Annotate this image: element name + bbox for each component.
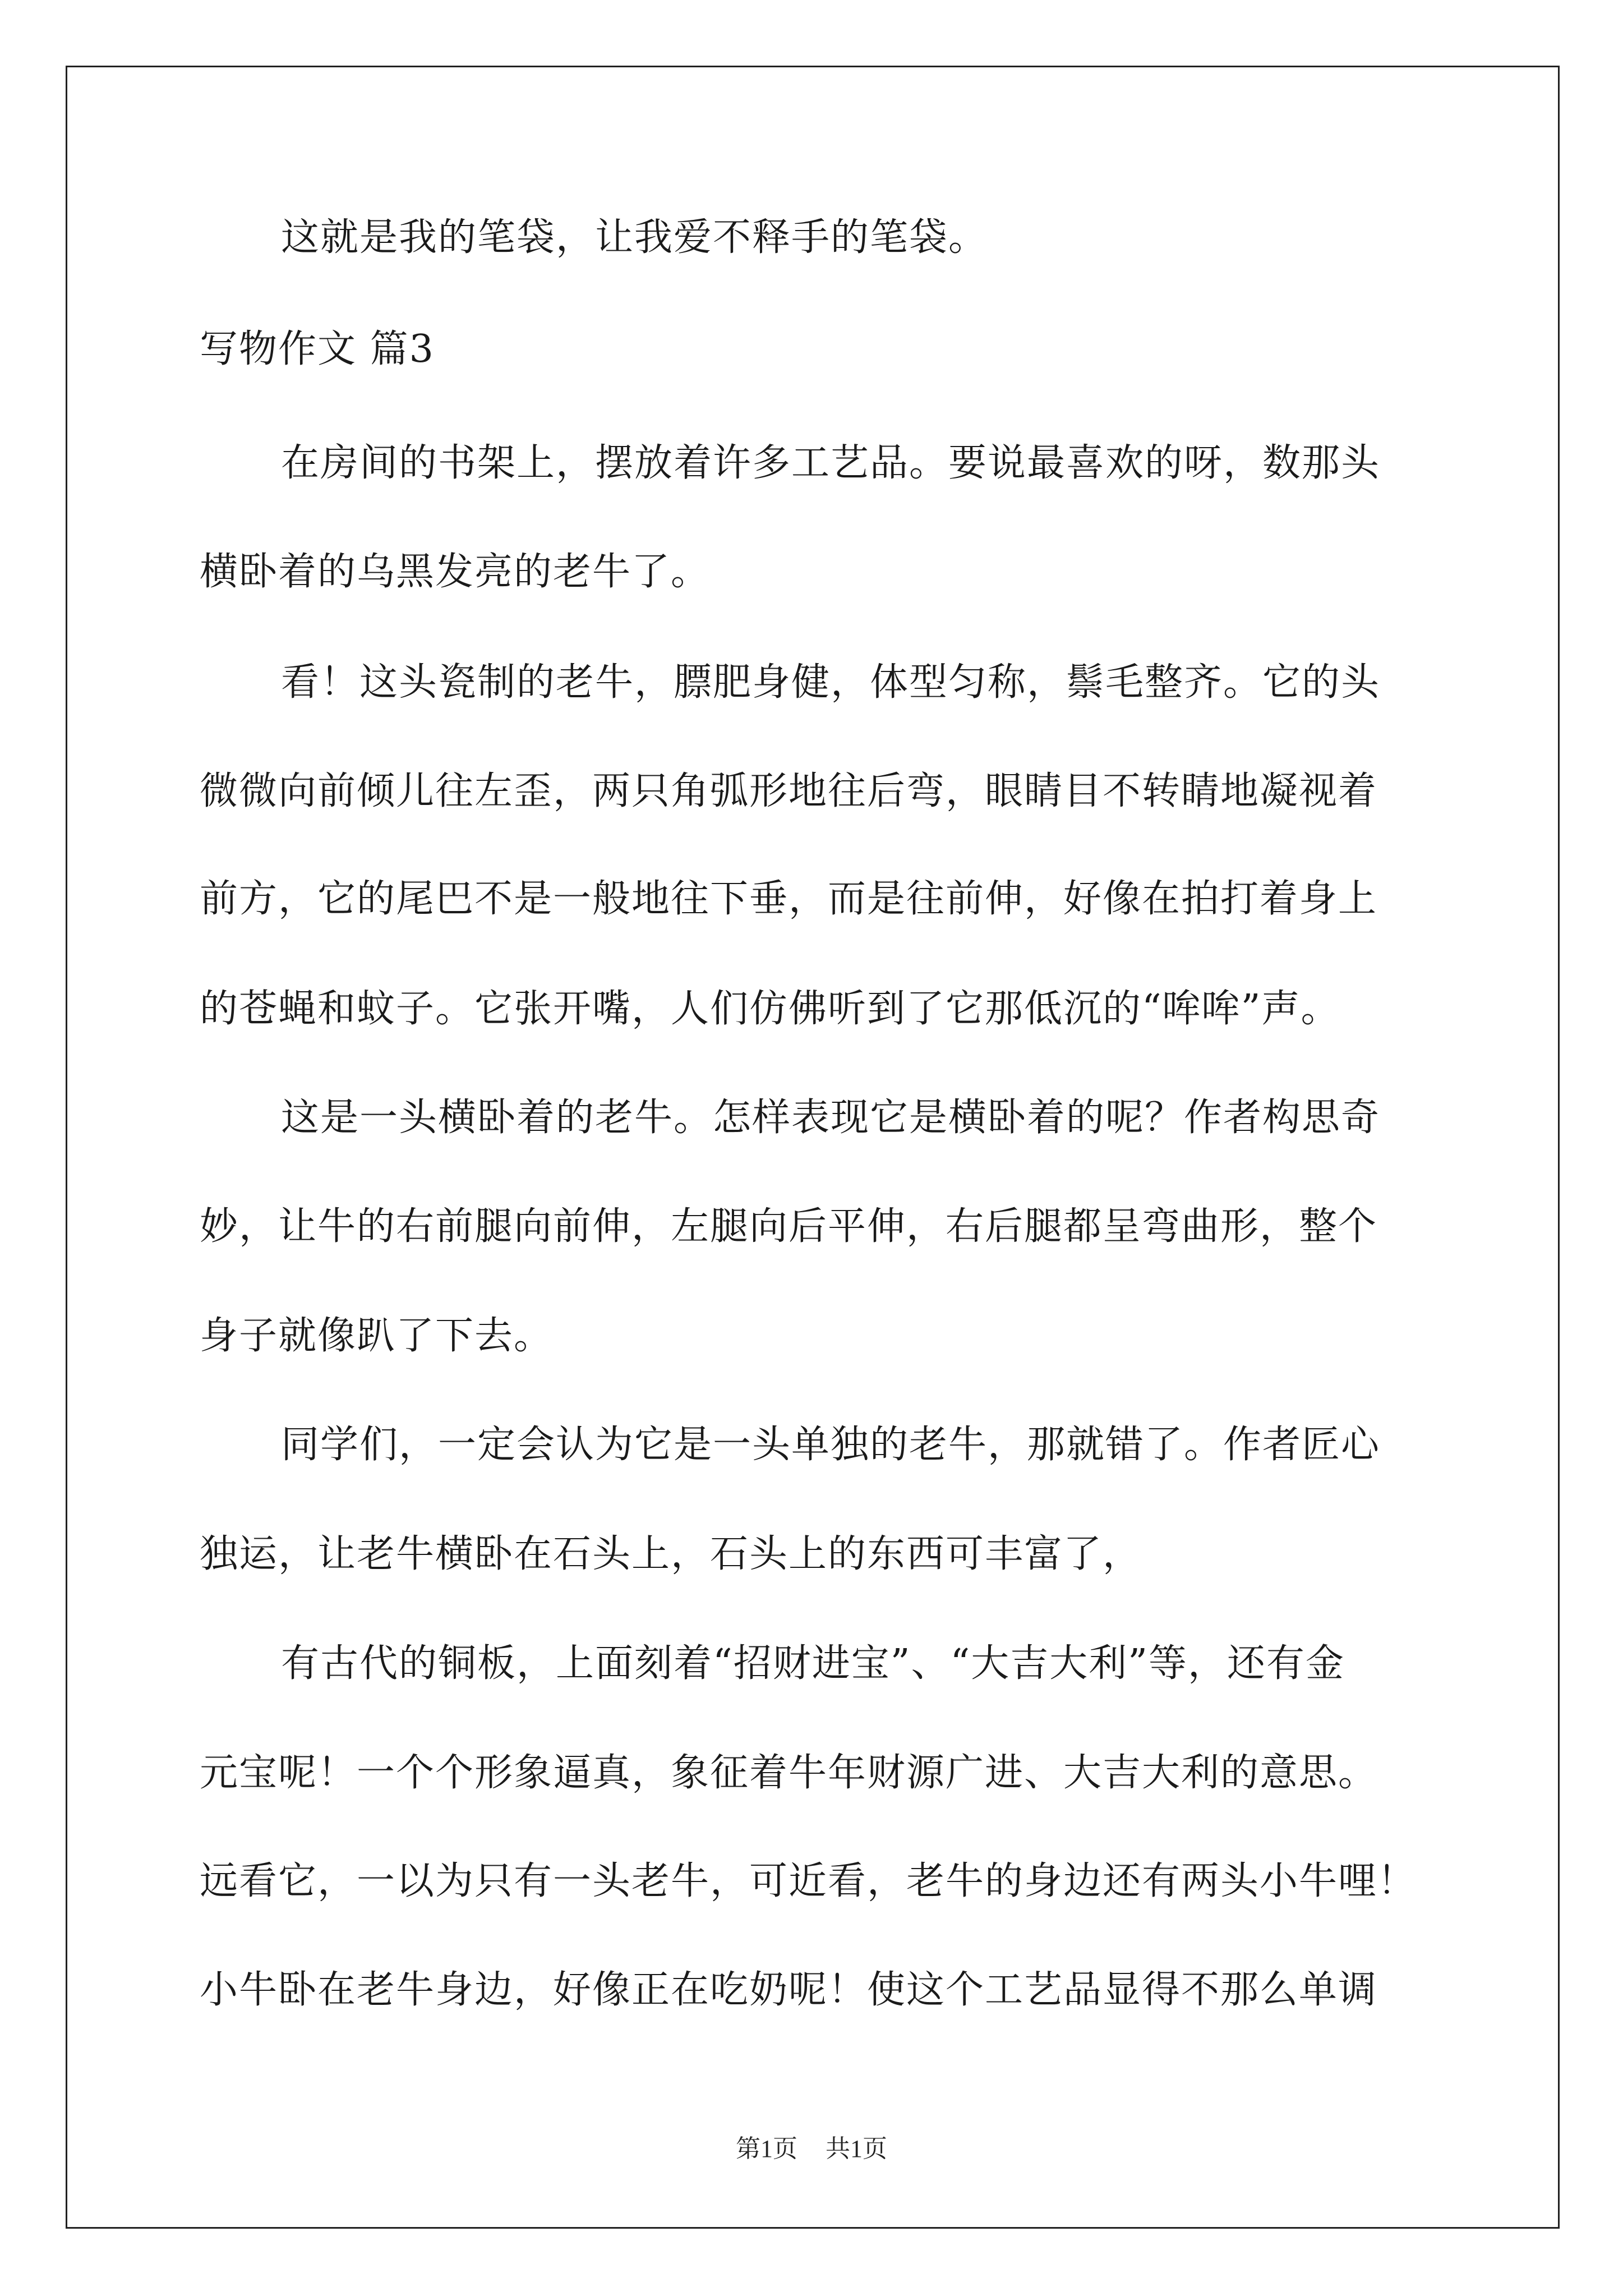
page-border [66,66,1560,2229]
paragraph-line: 身子就像趴了下去。 [200,1314,554,1358]
paragraph-line: 的苍蝇和蚊子。它张开嘴，人们仿佛听到了它那低沉的“哞哞”声。 [200,987,1340,1031]
section-heading: 写物作文 篇3 [200,327,435,371]
paragraph-line: 微微向前倾儿往左歪，两只角弧形地往后弯，眼睛目不转睛地凝视着 [200,769,1378,813]
paragraph-line: 有古代的铜板，上面刻着“招财进宝”、“大吉大利”等，还有金 [281,1641,1345,1686]
paragraph-line: 在房间的书架上，摆放着许多工艺品。要说最喜欢的呀，数那头 [281,441,1381,485]
paragraph-line: 这就是我的笔袋，让我爱不释手的笔袋。 [281,215,988,260]
paragraph-line: 妙，让牛的右前腿向前伸，左腿向后平伸，右后腿都呈弯曲形，整个 [200,1204,1378,1249]
paragraph-line: 远看它，一以为只有一头老牛，可近看，老牛的身边还有两头小牛哩！ [200,1859,1417,1903]
paragraph-line: 看！这头瓷制的老牛，膘肥身健，体型匀称，鬃毛整齐。它的头 [281,660,1381,705]
page-number: 第1页 [736,2135,797,2162]
paragraph-line: 小牛卧在老牛身边，好像正在吃奶呢！使这个工艺品显得不那么单调 [200,1968,1378,2012]
paragraph-line: 横卧着的乌黑发亮的老牛了。 [200,550,711,594]
page-footer [0,2128,1623,2164]
paragraph-line: 元宝呢！一个个形象逼真，象征着牛年财源广进、大吉大利的意思。 [200,1751,1378,1795]
paragraph-line: 前方，它的尾巴不是一般地往下垂，而是往前伸，好像在拍打着身上 [200,877,1378,921]
paragraph-line: 独运，让老牛横卧在石头上，石头上的东西可丰富了， [200,1532,1142,1576]
page-total: 共1页 [826,2135,887,2162]
paragraph-line: 这是一头横卧着的老牛。怎样表现它是横卧着的呢？作者构思奇 [281,1096,1381,1140]
paragraph-line: 同学们，一定会认为它是一头单独的老牛，那就错了。作者匠心 [281,1423,1381,1467]
